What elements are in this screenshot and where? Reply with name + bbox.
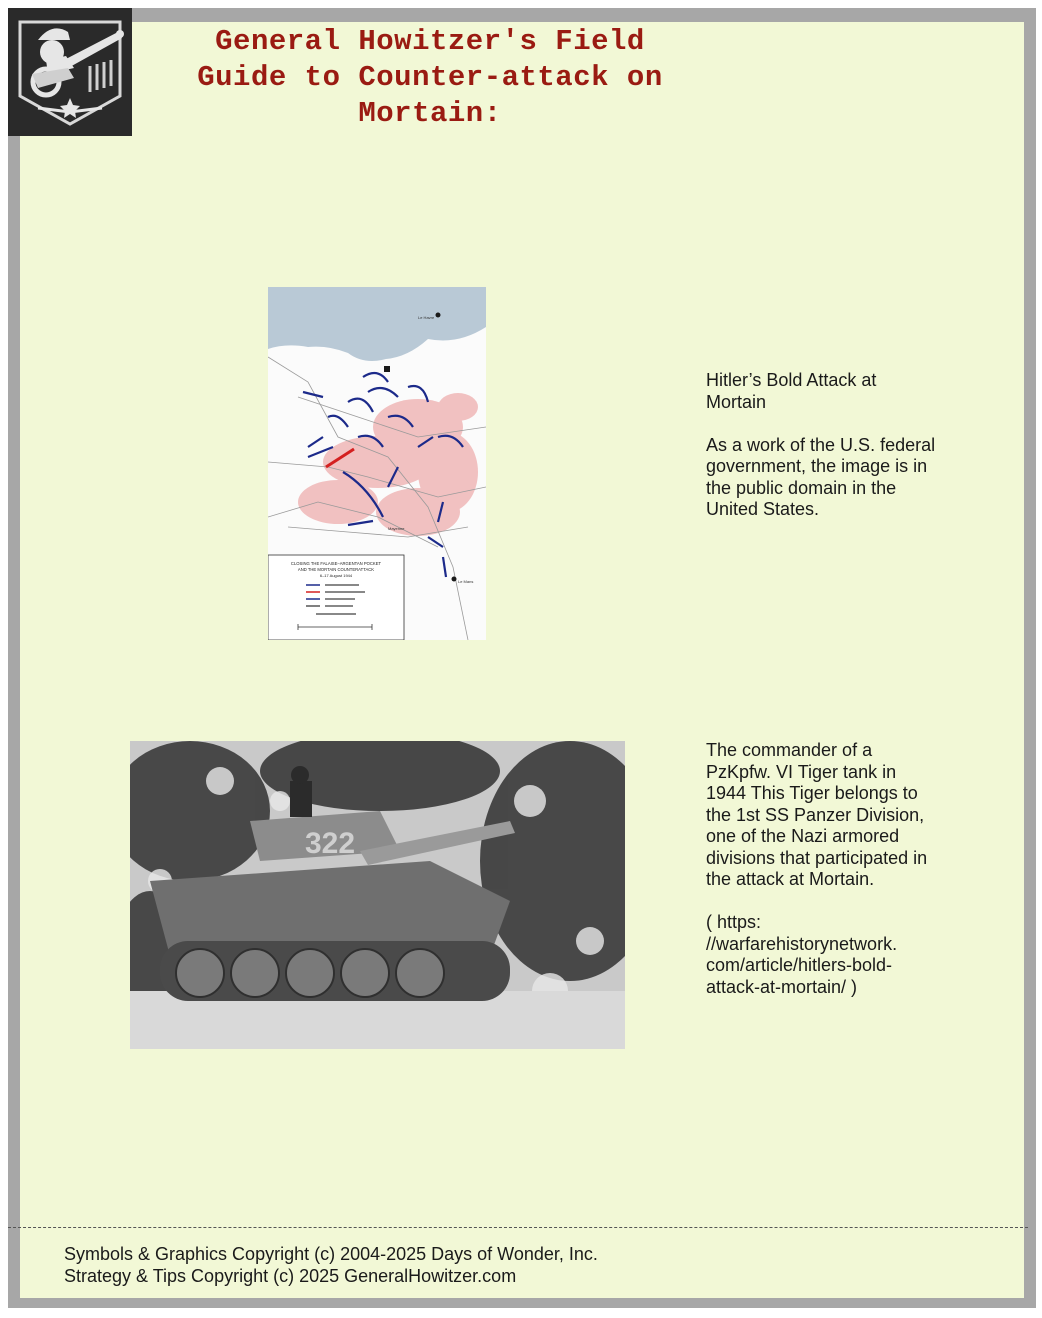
- howitzer-soldier-icon: [8, 8, 132, 136]
- photo-caption-source-link[interactable]: ( https: //warfarehistorynetwork. com/article/hitlers-bold- attack-at-mortain/ ): [706, 912, 898, 997]
- map-label-le-havre: Le Havre: [418, 315, 435, 320]
- photo-caption: [706, 740, 936, 998]
- footer-divider: [8, 1227, 1028, 1228]
- map-legend-title-1: CLOSING THE FALAISE–ARGENTAN POCKET: [290, 561, 382, 566]
- map-label-mayenne: Mayenne: [388, 526, 405, 531]
- photo-caption-text: The commander of a PzKpfw. VI Tiger tank in 1944 This Tiger belongs to the 1st SS Panzer Division, one of the Nazi armored divisions that participated in the attack at Mortain.: [706, 740, 928, 889]
- title-line-3: Mortain:: [358, 97, 502, 130]
- tiger-tank-photo: [130, 741, 625, 1049]
- mortain-map-image: [268, 287, 486, 640]
- map-legend-title-3: 6–17 August 1944: [319, 573, 353, 578]
- footer: [64, 1243, 598, 1287]
- map-caption-credit: As a work of the U.S. federal government, the image is in the public domain in the United States.: [706, 434, 936, 519]
- map-caption: [706, 370, 936, 521]
- map-legend-title-2: AND THE MORTAIN COUNTERATTACK: [297, 567, 375, 572]
- map-label-le-mans: Le Mans: [458, 579, 474, 584]
- footer-copyright-strategy: Strategy & Tips Copyright (c) 2025 GeneralHowitzer.com: [64, 1266, 517, 1286]
- footer-copyright-graphics: Symbols & Graphics Copyright (c) 2004-2025 Days of Wonder, Inc.: [64, 1244, 598, 1264]
- title-line-2: Guide to Counter-attack on: [197, 61, 663, 94]
- title-line-1: General Howitzer's Field: [215, 25, 645, 58]
- turret-number: 322: [305, 827, 356, 860]
- site-logo[interactable]: [8, 8, 132, 136]
- page-title: [150, 24, 710, 132]
- map-caption-title: Hitler’s Bold Attack at Mortain: [706, 370, 877, 412]
- page-content: [20, 22, 1024, 1298]
